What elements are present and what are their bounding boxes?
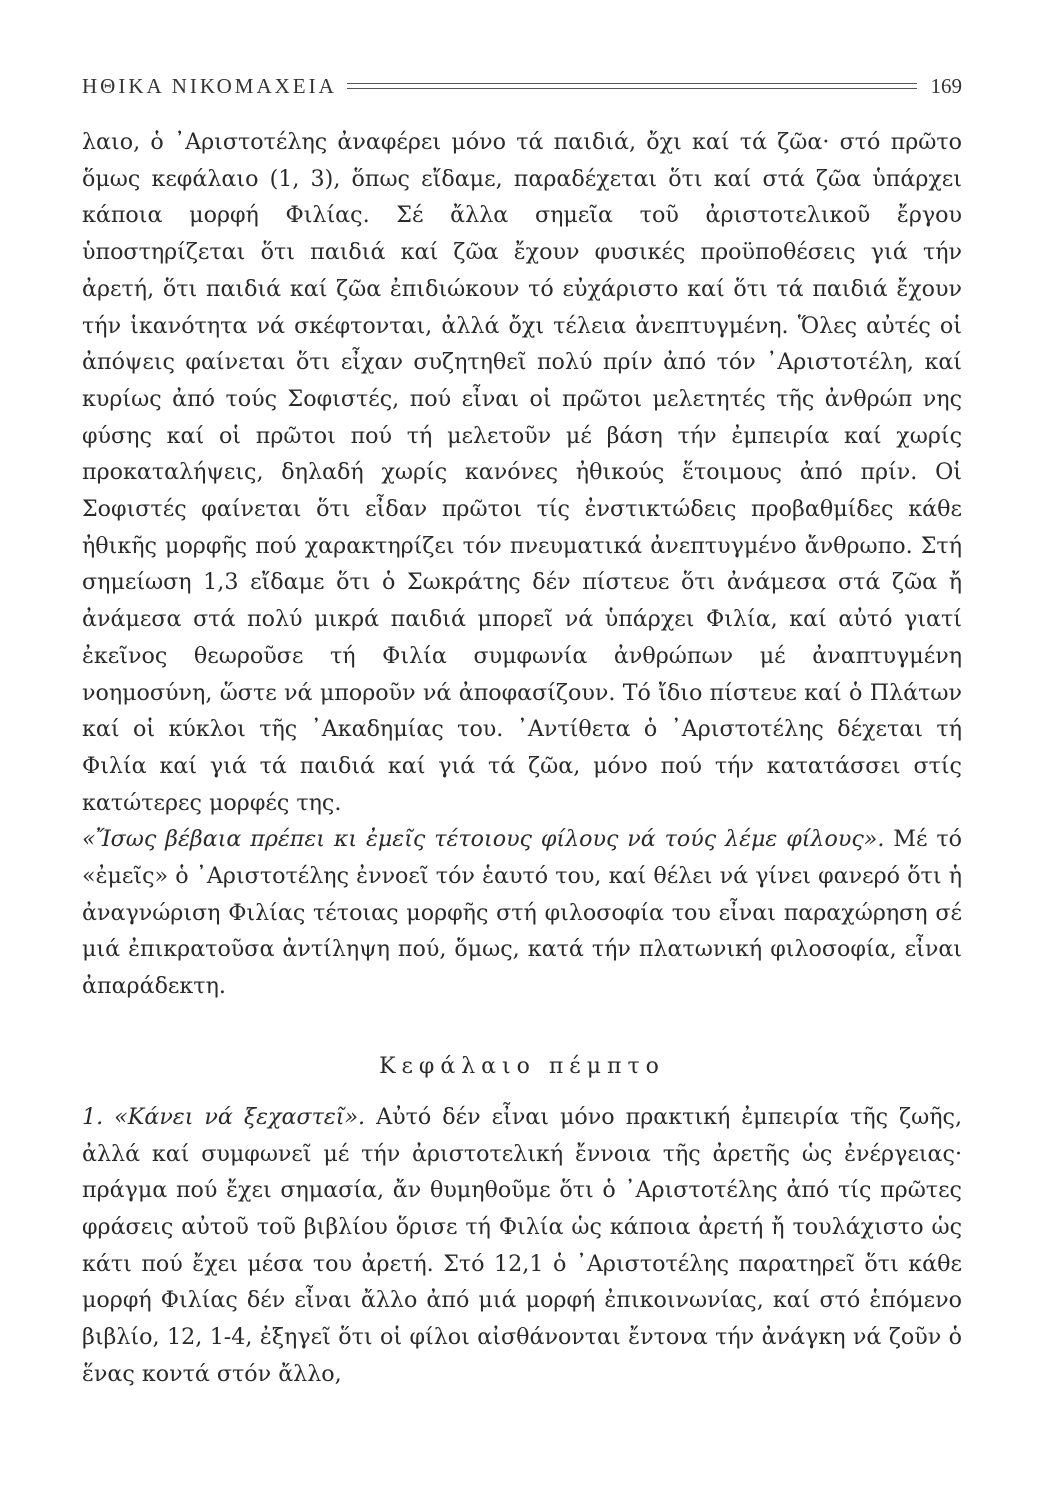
running-head — [82, 66, 962, 106]
note-paragraph — [82, 1099, 962, 1393]
page — [82, 66, 962, 1393]
paragraph-continuation: Μέ τό «ἐμεῖς» ὁ ᾿Αριστοτέλης ἐννοεῖ τόν ἑαυτό του, καί θέλει νά γίνει φανερό ὅτι ἡ ἀναγνώριση Φιλίας τέτοιας μορφῆς στή φιλοσοφία του εἶναι παραχώρηση σέ μιά ἐπικρατοῦσα ἀντίληψη πού, ὅμως, κατά τήν πλατωνική φιλοσοφία, εἶναι ἀπαράδεκτη. — [82, 826, 962, 1000]
page-number: 169 — [930, 73, 962, 98]
note-text: Αὐτό δέν εἶναι μόνο πρακτική ἐμπειρία τῆς ζωῆς, ἀλλά καί συμφωνεῖ μέ τήν ἀριστοτελική ἔννοια τῆς ἀρετῆς ὡς ἐνέργειας· πράγμα πού ἔχει σημασία, ἄν θυμηθοῦμε ὅτι ὁ ᾿Αριστοτέλης ἀπό τίς πρῶτες φράσεις αὐτοῦ τοῦ βιβλίου ὅρισε τή Φιλία ὡς κάποια ἀρετή ἤ τουλάχιστο ὡς κάτι πού ἔχει μέσα του ἀρετή. Στό 12,1 ὁ ᾿Αριστοτέλης παρατηρεῖ ὅτι κάθε μορφή Φιλίας δέν εἶναι ἄλλο ἀπό μιά μορφή ἐπικοινωνίας, καί στό ἑπόμενο βιβλίο, 12, 1-4, ἐξηγεῖ ὅτι οἱ φίλοι αἰσθάνονται ἔντονα τήν ἀνάγκη νά ζοῦν ὁ ἕνας κοντά στόν ἄλλο, — [82, 1103, 962, 1387]
double-rule — [347, 83, 917, 89]
quote-text: «Ἴσως βέβαια πρέπει κι ἐμεῖς τέτοιους φίλους νά τούς λέμε φίλους». — [82, 826, 885, 853]
quote-paragraph — [82, 821, 962, 1005]
note-lead: 1. «Κάνει νά ξεχαστεῖ». — [82, 1103, 366, 1130]
paragraph: λαιο, ὁ ᾿Αριστοτέλης ἀναφέρει μόνο τά παιδιά, ὄχι καί τά ζῶα· στό πρῶτο ὅμως κεφάλαιο (1, 3), ὅπως εἴδαμε, παραδέχεται ὅτι καί στά ζῶα ὑπάρχει κάποια μορφή Φιλίας. Σέ ἄλλα σημεῖα τοῦ ἀριστοτελικοῦ ἔργου ὑποστηρίζεται ὅτι παιδιά καί ζῶα ἔχουν φυσικές προϋποθέσεις γιά τήν ἀρετή, ὅτι παιδιά καί ζῶα ἐπιδιώκουν τό εὐχάριστο καί ὅτι τά παιδιά ἔχουν τήν ἱκανότητα νά σκέφτονται, ἀλλά ὄχι τέλεια ἀνεπτυγμένη. Ὅλες αὐτές οἱ ἀπόψεις φαίνεται ὅτι εἶχαν συζητηθεῖ πολύ πρίν ἀπό τόν ᾿Αριστοτέλη, καί κυρίως ἀπό τούς Σοφιστές, πού εἶναι οἱ πρῶτοι μελετητές τῆς ἀνθρώπ νης φύσης καί οἱ πρῶτοι πού τή μελετοῦν μέ βάση τήν ἐμπειρία καί χωρίς προκαταλήψεις, δηλαδή χωρίς κανόνες ἠθικούς ἕτοιμους ἀπό πρίν. Οἱ Σοφιστές φαίνεται ὅτι εἶδαν πρῶτοι τίς ἐνστικτώδεις προβαθμίδες κάθε ἠθικῆς μορφῆς πού χαρακτηρίζει τόν πνευματικά ἀνεπτυγμένο ἄνθρωπο. Στή σημείωση 1,3 εἴδαμε ὅτι ὁ Σωκράτης δέν πίστευε ὅτι ἀνάμεσα στά ζῶα ἤ ἀνάμεσα στά πολύ μικρά παιδιά μπορεῖ νά ὑπάρχει Φιλία, καί αὐτό γιατί ἐκεῖνος θεωροῦσε τή Φιλία συμφωνία ἀνθρώπων μέ ἀναπτυγμένη νοημοσύνη, ὥστε νά μποροῦν νά ἀποφασίζουν. Τό ἴδιο πίστευε καί ὁ Πλάτων καί οἱ κύκλοι τῆς ᾿Ακαδημίας του. ᾿Αντίθετα ὁ ᾿Αριστοτέλης δέχεται τή Φιλία καί γιά τά παιδιά καί γιά τά ζῶα, μόνο πού τήν κατατάσσει στίς κατώτερες μορφές της. — [82, 129, 962, 816]
chapter-title: Κεφάλαιο πέμπτο — [379, 1053, 665, 1079]
body-text — [82, 124, 962, 1393]
running-head-title: ΗΘΙΚΑ ΝΙΚΟΜΑΧΕΙΑ — [82, 73, 337, 98]
